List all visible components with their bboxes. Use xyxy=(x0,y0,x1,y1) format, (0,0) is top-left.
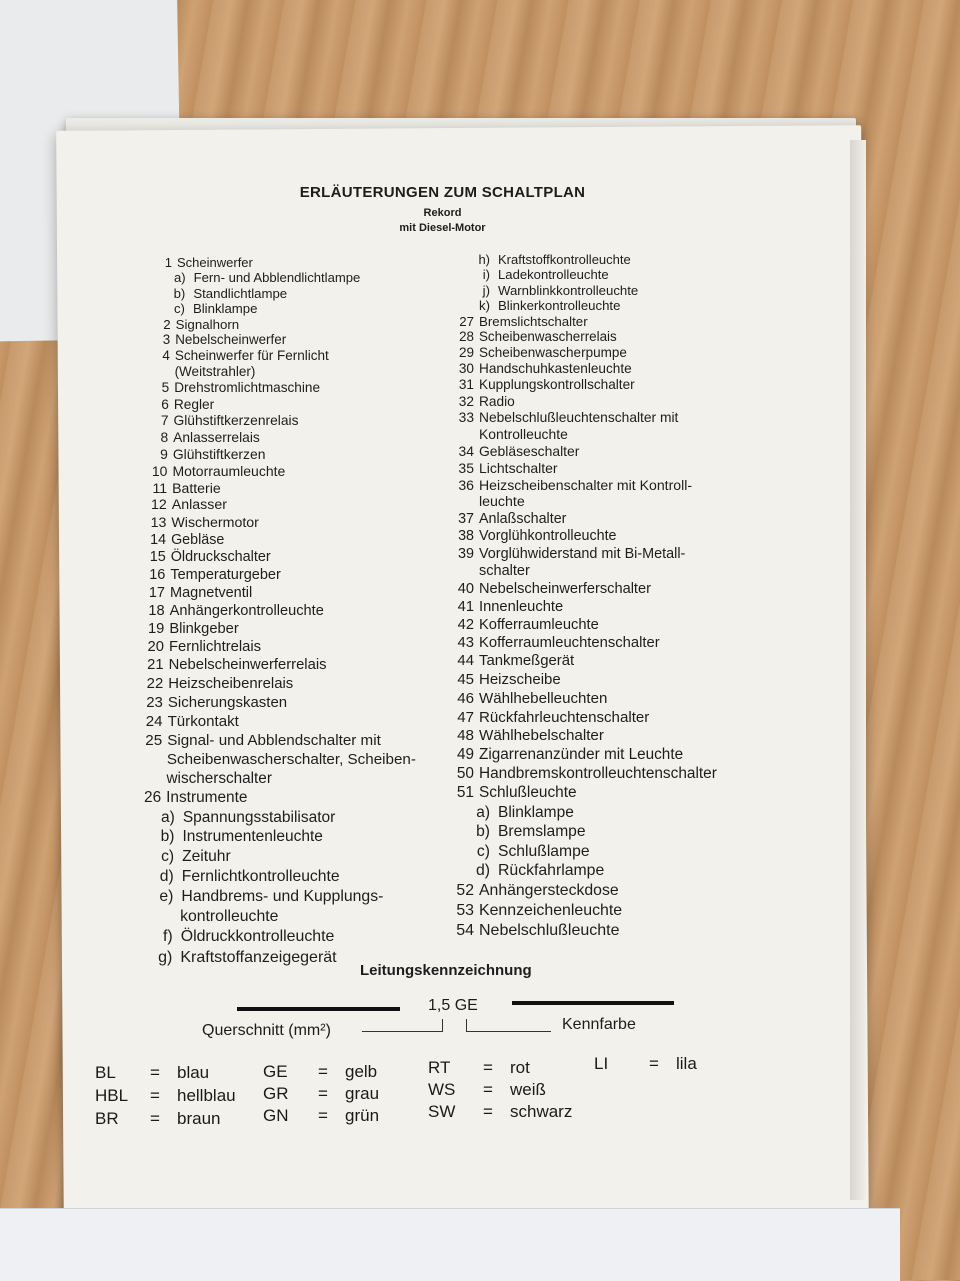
legend-item-number: 19 xyxy=(147,620,165,637)
color-code-name: weiß xyxy=(510,1080,546,1099)
legend-item-text: Standlichtlampe xyxy=(193,285,288,301)
legend-item xyxy=(111,713,239,730)
legend-item xyxy=(113,567,280,583)
legend-item-text: Anhängerkontrolleuchte xyxy=(169,602,324,619)
legend-item xyxy=(440,709,649,726)
cross-section-bracket xyxy=(362,1019,443,1032)
color-code-equals: = xyxy=(150,1086,160,1105)
color-code-equals: = xyxy=(318,1084,328,1103)
legend-item xyxy=(114,515,259,531)
color-code-name: schwarz xyxy=(510,1102,573,1121)
legend-item xyxy=(440,460,558,476)
bottom-sheet xyxy=(0,1208,900,1281)
legend-item xyxy=(440,443,579,459)
legend-item-text: (Weitstrahler) xyxy=(174,364,256,380)
legend-item xyxy=(111,676,293,692)
legend-item-text: Blinklampe xyxy=(498,803,574,821)
legend-item-text: Schlußleuchte xyxy=(479,784,577,802)
legend-item-number: 5 xyxy=(161,380,170,396)
legend-item-number: 16 xyxy=(149,567,166,584)
legend-item-text: Anlasser xyxy=(171,497,227,514)
legend-item-number: b) xyxy=(173,285,186,301)
legend-item-text: Türkontakt xyxy=(167,713,239,731)
legend-item-number: a) xyxy=(174,270,186,286)
legend-item-text: Fern- und Abblendlichtlampe xyxy=(193,270,361,286)
document-subtitle-model: Rekord xyxy=(423,207,462,219)
legend-item-text: Heizscheibe xyxy=(479,671,561,689)
legend-item xyxy=(440,862,604,880)
legend-item-number: b) xyxy=(476,823,490,841)
legend-item-text: Signalhorn xyxy=(175,316,240,332)
color-code-abbr: BR xyxy=(95,1109,119,1128)
legend-item xyxy=(440,563,530,579)
legend-item-number: k) xyxy=(479,297,490,313)
legend-item-text: kontrolleuchte xyxy=(180,907,279,925)
legend-item xyxy=(118,332,286,347)
legend-item xyxy=(112,657,327,673)
color-code-entry xyxy=(95,1086,236,1106)
legend-item-number: 12 xyxy=(150,497,167,514)
legend-item xyxy=(120,270,361,285)
legend-item-text: Drehstromlichtmaschine xyxy=(174,380,321,396)
legend-item-number: 18 xyxy=(148,602,165,619)
legend-item-text: Scheibenwascherrelais xyxy=(479,329,617,345)
legend-item xyxy=(116,430,260,445)
legend-item-text: Gebläseschalter xyxy=(479,443,580,460)
legend-item-number: 10 xyxy=(151,463,168,480)
legend-item-number: 42 xyxy=(457,616,474,633)
legend-item xyxy=(440,394,515,409)
legend-item-number: 54 xyxy=(456,922,474,940)
legend-item xyxy=(440,843,590,861)
legend-item-text: Öldruckkontrolleuchte xyxy=(180,928,335,946)
legend-item xyxy=(120,255,253,270)
color-code-abbr: RT xyxy=(428,1058,451,1077)
legend-item-number: 50 xyxy=(456,765,474,783)
legend-item-number: 45 xyxy=(457,671,474,689)
legend-item-text: Scheinwerfer für Fernlicht xyxy=(174,348,329,364)
legend-item-number: i) xyxy=(482,267,490,283)
legend-item xyxy=(440,314,588,329)
legend-item-number: c) xyxy=(173,301,185,316)
legend-item xyxy=(440,581,651,597)
legend-item xyxy=(440,377,635,392)
legend-item xyxy=(440,599,563,615)
legend-item-number: 46 xyxy=(457,689,474,707)
legend-item xyxy=(440,653,574,669)
color-code-equals: = xyxy=(649,1054,659,1073)
legend-item-text: Magnetventil xyxy=(170,584,253,601)
legend-item xyxy=(440,635,660,651)
legend-item-number: 30 xyxy=(458,361,474,377)
legend-item-number: 41 xyxy=(457,598,474,615)
page-edge xyxy=(850,140,866,1200)
legend-item xyxy=(440,494,525,510)
color-code-bracket xyxy=(466,1019,551,1032)
legend-item-text: Kontrolleuchte xyxy=(479,426,568,443)
color-code-equals: = xyxy=(150,1063,160,1082)
legend-item-text: Heizscheibenrelais xyxy=(168,675,294,692)
legend-item-number: g) xyxy=(158,948,173,966)
legend-item-number: 39 xyxy=(457,545,474,562)
legend-item xyxy=(440,617,599,633)
legend-item xyxy=(108,868,340,886)
color-code-equals: = xyxy=(483,1080,493,1099)
legend-item-number: h) xyxy=(478,252,490,267)
legend-item-text: Kraftstoffkontrolleuchte xyxy=(498,252,631,267)
legend-item-text: Kupplungskontrollschalter xyxy=(479,377,635,393)
legend-item xyxy=(109,789,247,807)
legend-item-number: c) xyxy=(476,842,490,860)
legend-item xyxy=(117,380,320,395)
color-code-abbr: SW xyxy=(428,1102,456,1121)
legend-item-number: 9 xyxy=(160,446,168,463)
legend-item-text: wischerschalter xyxy=(166,770,272,788)
legend-item-number: 26 xyxy=(144,789,162,807)
legend-item-number: 1 xyxy=(164,255,172,270)
legend-item xyxy=(110,770,272,788)
color-code-entry xyxy=(263,1062,377,1082)
legend-item xyxy=(114,532,224,548)
legend-item-text: leuchte xyxy=(479,493,525,510)
legend-item-number: c) xyxy=(161,848,175,866)
legend-item-text: Ladekontrolleuchte xyxy=(498,267,609,283)
color-code-label: Kennfarbe xyxy=(562,1016,636,1033)
legend-item-text: Tankmeßgerät xyxy=(479,653,575,670)
legend-item-text: Schlußlampe xyxy=(498,842,590,860)
legend-item xyxy=(440,922,620,940)
legend-item-number: 4 xyxy=(162,348,170,364)
legend-item-number: a) xyxy=(476,803,490,821)
legend-item xyxy=(113,603,324,619)
legend-item xyxy=(111,694,287,711)
legend-item-number: 7 xyxy=(160,413,169,429)
legend-item xyxy=(115,463,285,479)
legend-item-number: 37 xyxy=(458,510,474,527)
legend-item xyxy=(440,283,638,298)
legend-item-text: Wählhebelschalter xyxy=(479,727,604,745)
legend-item xyxy=(107,908,278,926)
legend-item xyxy=(440,477,692,493)
legend-item xyxy=(119,286,287,301)
legend-item-number: 43 xyxy=(457,634,474,651)
legend-item xyxy=(440,804,574,822)
cross-section-label: Querschnitt (mm²) xyxy=(202,1022,331,1039)
legend-item xyxy=(119,301,258,316)
legend-item-text: Batterie xyxy=(172,480,221,497)
legend-item-number: 36 xyxy=(458,476,474,493)
legend-item-text: Handbrems- und Kupplungs- xyxy=(181,887,384,905)
legend-item xyxy=(110,732,381,749)
legend-item-text: Kraftstoffanzeigegerät xyxy=(180,948,337,966)
legend-item xyxy=(115,480,221,496)
legend-item xyxy=(117,397,214,412)
legend-item xyxy=(440,765,717,783)
legend-item-text: Glühstiftkerzenrelais xyxy=(173,413,299,429)
legend-item-text: Scheibenwascherschalter, Scheiben- xyxy=(166,750,416,768)
legend-item-number: 32 xyxy=(458,393,474,409)
legend-item-number: f) xyxy=(162,928,173,946)
legend-item-text: Öldruckschalter xyxy=(170,549,271,566)
legend-item-text: Temperaturgeber xyxy=(170,567,281,584)
wiring-heading: Leitungskennzeichnung xyxy=(360,962,532,979)
wire-sample-label: 1,5 GE xyxy=(428,997,478,1014)
color-code-equals: = xyxy=(150,1109,160,1128)
legend-item xyxy=(109,809,336,827)
color-code-name: blau xyxy=(177,1063,210,1082)
legend-item-text: Anlasserrelais xyxy=(173,429,260,445)
color-code-abbr: WS xyxy=(428,1080,456,1099)
color-code-entry xyxy=(263,1084,379,1104)
legend-item-text: Glühstiftkerzen xyxy=(172,446,266,463)
legend-item xyxy=(107,928,335,946)
legend-item-text: Regler xyxy=(173,396,215,412)
legend-item-number: d) xyxy=(475,862,490,880)
legend-item xyxy=(108,848,231,866)
legend-item-number: 2 xyxy=(163,316,171,332)
color-code-equals: = xyxy=(318,1062,328,1081)
legend-item-text: Handbremskontrolleuchtenschalter xyxy=(479,765,717,783)
legend-item xyxy=(112,621,238,637)
legend-item xyxy=(440,511,566,527)
wire-sample-line-right xyxy=(512,1001,674,1005)
legend-item-text: Kennzeichenleuchte xyxy=(479,902,623,920)
legend-item xyxy=(112,639,261,655)
legend-item-number: e) xyxy=(159,887,174,905)
color-code-name: grün xyxy=(345,1106,380,1125)
legend-item-text: schalter xyxy=(479,563,530,580)
legend-item xyxy=(115,497,227,513)
color-code-name: rot xyxy=(510,1058,530,1077)
legend-item-number: 40 xyxy=(457,581,474,597)
color-code-equals: = xyxy=(318,1106,328,1125)
legend-item-number: 47 xyxy=(457,708,474,726)
legend-item-number: 28 xyxy=(459,329,474,345)
legend-item xyxy=(440,746,683,764)
color-code-name: lila xyxy=(676,1054,697,1073)
legend-item xyxy=(118,364,256,379)
legend-item-text: Scheinwerfer xyxy=(177,255,253,270)
wire-sample-line-left xyxy=(237,1007,400,1011)
legend-item xyxy=(113,585,252,601)
legend-item-text: Nebelscheinwerferrelais xyxy=(168,657,327,674)
legend-item-text: Blinkerkontrolleuchte xyxy=(498,297,621,313)
color-code-entry xyxy=(428,1080,546,1100)
legend-item xyxy=(440,329,617,344)
legend-item xyxy=(116,446,266,462)
legend-item xyxy=(106,949,336,967)
legend-item-text: Vorglühkontrolleuchte xyxy=(479,528,617,545)
legend-item xyxy=(440,784,577,802)
legend-item xyxy=(440,823,586,841)
color-code-abbr: GE xyxy=(263,1062,288,1081)
legend-item-number: 29 xyxy=(458,345,474,361)
legend-item-text: Nebelscheinwerferschalter xyxy=(479,581,651,597)
legend-item-number: 17 xyxy=(148,584,165,601)
color-code-abbr: HBL xyxy=(95,1086,129,1105)
legend-item-text: Rückfahrleuchtenschalter xyxy=(479,708,650,726)
legend-item-text: Signal- und Abblendschalter mit xyxy=(167,731,381,749)
color-code-abbr: GR xyxy=(263,1084,289,1103)
legend-item-number: 51 xyxy=(456,784,474,802)
legend-item-text: Blinkgeber xyxy=(169,620,239,637)
document-subtitle-engine: mit Diesel-Motor xyxy=(399,222,486,234)
legend-item-text: Innenleuchte xyxy=(479,598,564,615)
legend-item-text: Nebelschlußleuchtenschalter mit xyxy=(479,409,679,425)
legend-item-text: Nebelscheinwerfer xyxy=(175,332,287,348)
color-code-name: hellblau xyxy=(177,1086,236,1105)
legend-item-text: Kofferraumleuchtenschalter xyxy=(479,634,660,651)
document-title: ERLÄUTERUNGEN ZUM SCHALTPLAN xyxy=(299,184,586,201)
legend-item-text: Zeituhr xyxy=(182,848,231,866)
legend-item-number: 24 xyxy=(145,713,163,731)
color-code-entry xyxy=(95,1109,220,1129)
legend-item-number: a) xyxy=(161,808,175,826)
legend-item xyxy=(119,317,240,332)
legend-item-text: Nebelschlußleuchte xyxy=(479,922,620,940)
legend-item xyxy=(440,727,604,744)
legend-item-text: Blinklampe xyxy=(192,301,258,316)
color-code-entry xyxy=(428,1058,530,1078)
legend-item-number: b) xyxy=(160,828,175,846)
legend-item-number: 6 xyxy=(161,396,169,412)
legend-item-number: 14 xyxy=(150,531,167,548)
legend-item-number: 31 xyxy=(458,377,474,393)
legend-item-text: Heizscheibenschalter mit Kontroll- xyxy=(479,476,693,493)
color-code-name: gelb xyxy=(345,1062,378,1081)
legend-item-number: 49 xyxy=(456,746,474,764)
legend-item-text: Spannungsstabilisator xyxy=(182,808,336,826)
legend-item xyxy=(440,410,678,425)
legend-item-text: Anlaßschalter xyxy=(479,510,567,527)
legend-item-number: 34 xyxy=(458,443,474,460)
legend-item-text: Instrumentenleuchte xyxy=(182,828,323,846)
legend-item xyxy=(440,528,617,544)
legend-item-text: Motorraumleuchte xyxy=(172,463,286,480)
legend-item-text: Anhängersteckdose xyxy=(479,882,619,900)
legend-item-number: 3 xyxy=(162,332,171,348)
legend-item-number: 21 xyxy=(147,657,164,674)
legend-item-text: Gebläse xyxy=(171,531,225,548)
legend-item-number: 22 xyxy=(146,675,164,692)
legend-item xyxy=(114,549,271,565)
legend-item-number: 13 xyxy=(150,514,167,531)
legend-item xyxy=(440,902,622,920)
legend-item xyxy=(108,828,322,846)
legend-item xyxy=(117,413,299,428)
legend-item-text: Vorglühwiderstand mit Bi-Metall- xyxy=(479,545,686,562)
color-code-abbr: LI xyxy=(594,1054,609,1073)
legend-item-number: 38 xyxy=(458,528,474,545)
color-code-abbr: BL xyxy=(95,1063,116,1082)
legend-item xyxy=(107,888,383,906)
legend-item-number: 35 xyxy=(458,459,474,476)
legend-item-text: Kofferraumleuchte xyxy=(479,616,599,633)
legend-item xyxy=(440,882,619,900)
legend-item-number: 23 xyxy=(146,694,163,712)
color-code-entry xyxy=(263,1106,379,1126)
legend-item-text: Bremslampe xyxy=(498,823,586,841)
legend-item-text: Lichtschalter xyxy=(479,459,558,476)
legend-item xyxy=(440,298,620,313)
legend-item xyxy=(118,348,329,363)
legend-item-number: 11 xyxy=(152,480,168,497)
legend-item-text: Scheibenwascherpumpe xyxy=(479,345,627,361)
legend-item xyxy=(440,267,609,282)
legend-item-text: Fernlichtkontrolleuchte xyxy=(181,867,340,885)
legend-item xyxy=(440,671,561,688)
legend-item xyxy=(440,426,568,442)
legend-item-text: Handschuhkastenleuchte xyxy=(479,361,632,377)
legend-item-text: Instrumente xyxy=(166,789,248,807)
legend-item-number: 53 xyxy=(456,902,474,920)
color-code-name: braun xyxy=(177,1109,221,1128)
legend-item xyxy=(440,345,627,360)
legend-item-text: Wischermotor xyxy=(171,514,259,531)
legend-item-text: Sicherungskasten xyxy=(167,694,288,712)
legend-item-number: 20 xyxy=(147,638,164,655)
color-code-entry xyxy=(594,1054,697,1074)
legend-item-number: 15 xyxy=(149,549,166,566)
legend-item xyxy=(440,690,607,707)
legend-item-number: 27 xyxy=(459,313,474,329)
legend-item-number: 44 xyxy=(457,653,474,670)
legend-item-number: 25 xyxy=(145,731,163,749)
color-code-equals: = xyxy=(483,1102,493,1121)
legend-item xyxy=(440,546,685,562)
color-code-entry xyxy=(428,1102,572,1122)
legend-item-text: Warnblinkkontrolleuchte xyxy=(498,282,639,298)
color-code-abbr: GN xyxy=(263,1106,289,1125)
legend-item xyxy=(440,252,631,267)
legend-item xyxy=(440,361,632,376)
legend-item-number: d) xyxy=(159,867,174,885)
color-code-name: grau xyxy=(345,1084,380,1103)
legend-item-text: Zigarrenanzünder mit Leuchte xyxy=(479,746,684,764)
legend-item-number: j) xyxy=(482,282,490,298)
legend-item xyxy=(110,751,416,768)
legend-item-text: Radio xyxy=(479,393,515,409)
legend-item-text: Wählhebelleuchten xyxy=(479,689,608,707)
legend-item-text: Bremslichtschalter xyxy=(479,313,588,329)
color-code-entry xyxy=(95,1063,209,1083)
legend-item-number: 33 xyxy=(458,409,474,425)
legend-item-text: Rückfahrlampe xyxy=(498,862,605,880)
legend-item-number: 52 xyxy=(456,882,474,900)
color-code-equals: = xyxy=(483,1058,493,1077)
legend-item-number: 8 xyxy=(160,429,169,445)
legend-item-number: 48 xyxy=(457,727,474,745)
legend-item-text: Fernlichtrelais xyxy=(168,638,262,655)
